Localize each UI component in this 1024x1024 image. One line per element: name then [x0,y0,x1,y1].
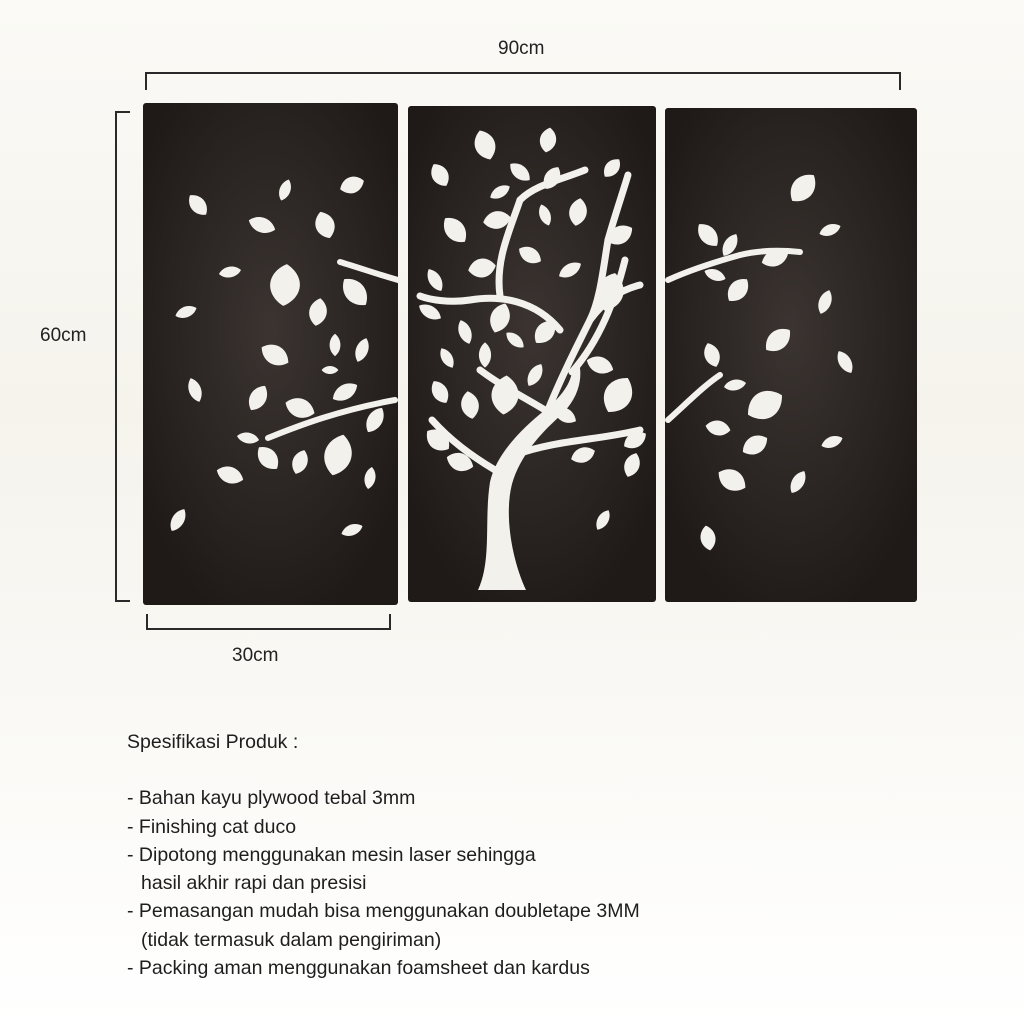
height-label: 60cm [40,325,87,346]
product-specifications [127,728,640,982]
right-panel [665,108,917,602]
spec-item-finishing: - Finishing cat duco [127,815,297,838]
spec-item-installation-continued: (tidak termasuk dalam pengiriman) [141,928,442,951]
spec-item-material: - Bahan kayu plywood tebal 3mm [127,787,416,810]
specs-title: Spesifikasi Produk : [127,731,299,753]
spec-item-cutting: - Dipotong menggunakan mesin laser sehingga [127,843,536,866]
spec-item-installation: - Pemasangan mudah bisa menggunakan doubletape 3MM [127,900,640,923]
spec-item-packing: - Packing aman menggunakan foamsheet dan kardus [127,957,590,980]
spec-item-cutting-continued: hasil akhir rapi dan presisi [141,872,367,895]
specs-list [127,784,640,982]
total-width-label: 90cm [498,38,545,59]
panel-width-label: 30cm [232,645,279,666]
